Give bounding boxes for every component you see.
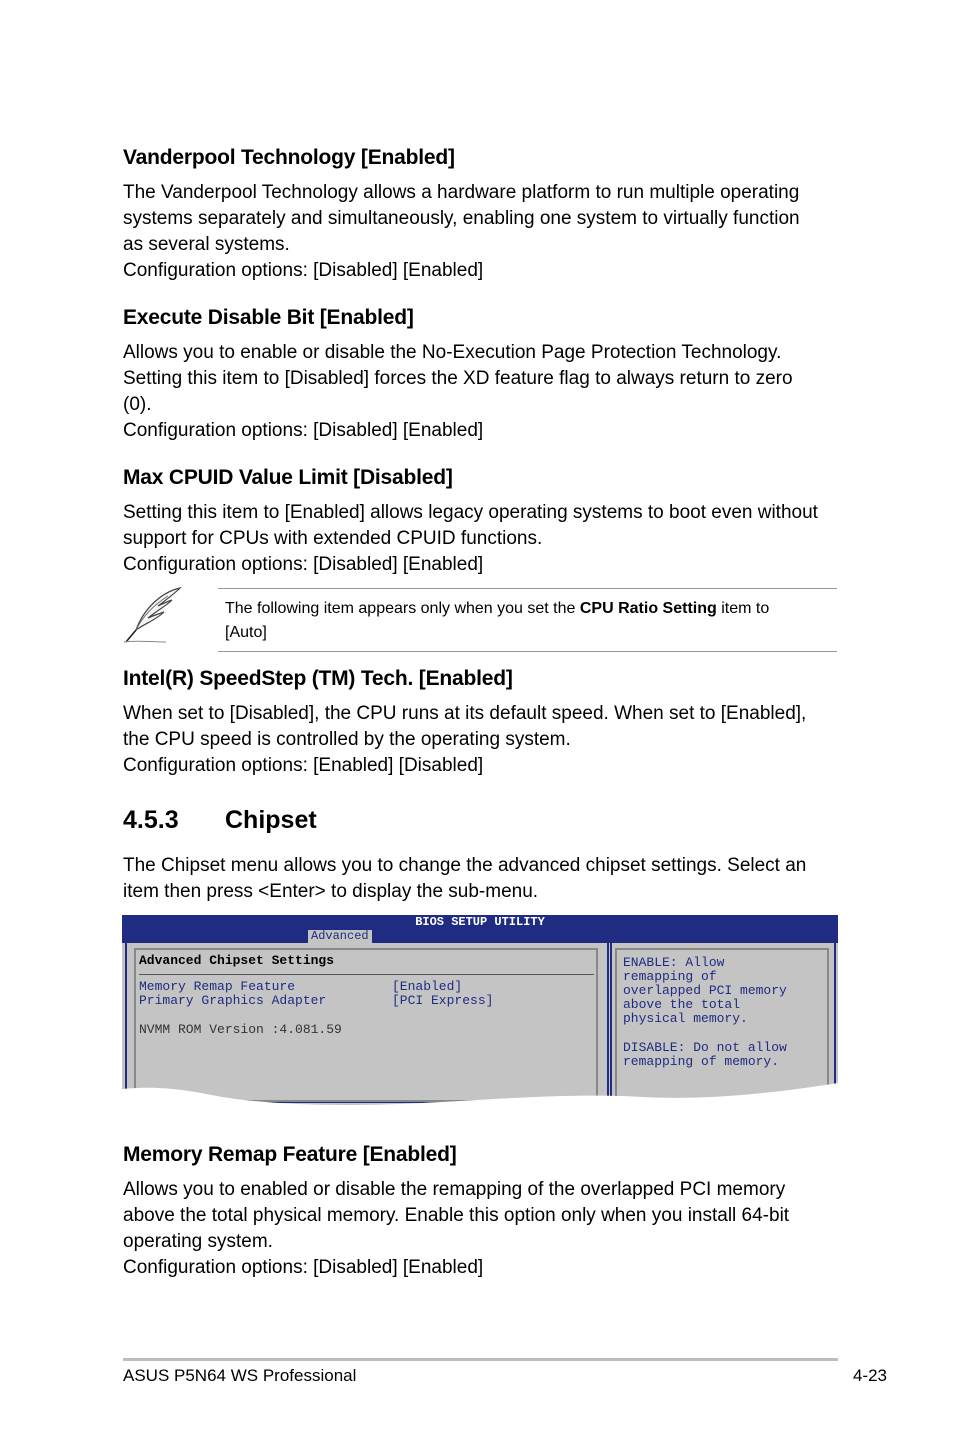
bios-help-line: remapping of memory. [623,1054,780,1069]
execute-disable-heading: Execute Disable Bit [Enabled] [123,306,414,329]
speedstep-heading: Intel(R) SpeedStep (TM) Tech. [Enabled] [123,667,513,690]
footer-rule [123,1358,838,1361]
chipset-section-title: 4.5.3 Chipset [123,806,317,834]
execute-disable-text: Allows you to enable or disable the No-Execution Page Protection Technology. Setting this item to [Disabled] forces the XD feature flag to always return to zero (0). Configuration options: [Disabled] [Enabled] [123,342,793,441]
bios-value-memory-remap[interactable]: [Enabled] [392,979,463,994]
bios-panel-title: Advanced Chipset Settings [139,953,335,968]
bios-item-memory-remap[interactable]: Memory Remap Feature [139,979,296,994]
bios-help-line: overlapped PCI memory [623,983,787,998]
vanderpool-text: The Vanderpool Technology allows a hardware platform to run multiple operating systems separately and simultaneously, enabling one system to virtually function as several systems. Configuration options: [Disabled] [Enabled] [123,182,800,281]
bios-value-primary-graphics[interactable]: [PCI Express] [392,993,494,1008]
bios-help-line: physical memory. [623,1011,748,1026]
bios-help-line: remapping of [623,969,717,984]
max-cpuid-heading: Max CPUID Value Limit [Disabled] [123,466,453,489]
footer-page-number: 4-23 [852,1366,887,1385]
max-cpuid-text: Setting this item to [Enabled] allows legacy operating systems to boot even without support for CPUs with extended CPUID functions. Configuration options: [Disabled] [Enabled] [123,502,818,575]
vanderpool-heading: Vanderpool Technology [Enabled] [123,146,455,169]
bios-rom-version: NVMM ROM Version :4.081.59 [139,1022,342,1037]
torn-edge [122,1081,838,1121]
memory-remap-text: Allows you to enabled or disable the remapping of the overlapped PCI memory above the total physical memory. Enable this option only when you install 64-bit operating system. Configuration options: [Disabled] [Enabled] [123,1179,790,1278]
bios-item-primary-graphics[interactable]: Primary Graphics Adapter [139,993,327,1008]
speedstep-text: When set to [Disabled], the CPU runs at its default speed. When set to [Enabled], the CPU speed is controlled by the operating system. Configuration options: [Enabled] [Disabled] [123,703,807,776]
bios-tab-advanced[interactable]: Advanced [308,930,372,943]
bios-title: BIOS SETUP UTILITY [415,915,545,929]
bios-help-line: above the total [623,997,741,1012]
footer-product: ASUS P5N64 WS Professional [123,1366,357,1385]
feather-note-icon [122,584,186,646]
memory-remap-heading: Memory Remap Feature [Enabled] [123,1143,457,1166]
chipset-intro: The Chipset menu allows you to change the advanced chipset settings. Select an item then press <Enter> to display the sub-menu. [123,855,807,902]
bios-screenshot [122,915,838,1115]
bios-title-bar [122,915,838,943]
bios-help-line: ENABLE: Allow [623,955,725,970]
note-text: The following item appears only when you set the CPU Ratio Setting item to [Auto] [225,600,770,641]
bios-help-line: DISABLE: Do not allow [623,1040,787,1055]
note-box [218,588,837,652]
bios-settings-panel [125,943,609,1103]
bios-help-panel [610,943,836,1103]
